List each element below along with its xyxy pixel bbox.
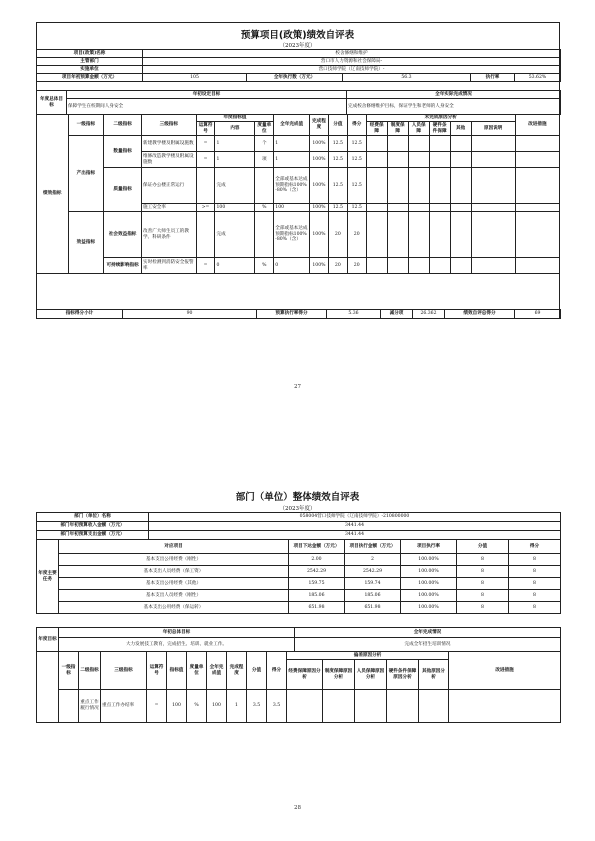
cell-l3: 实时检测到消防安全报警率 xyxy=(142,258,197,274)
col-r4: 硬件条件保障 xyxy=(429,122,450,136)
expense-value: 3441.44 xyxy=(149,531,561,540)
col-r4: 硬件条件保障原因分析 xyxy=(387,660,419,690)
col-reasons: 偏差原因分析 xyxy=(287,652,449,660)
cell-executed: 651.98 xyxy=(345,602,401,614)
col-target: 年度指标值 xyxy=(196,115,274,122)
page-title: 部门（单位）整体绩效自评表 xyxy=(235,492,360,503)
cell-done: 1 xyxy=(274,136,310,152)
goal-actual-text: 完成校舍修缮维护目标，保证学生和老师的人身安全 xyxy=(347,99,561,115)
cell-weight: 3.5 xyxy=(247,690,267,723)
cell-item: 基本支出公用经费（保运转） xyxy=(59,602,289,614)
income-value: 3441.44 xyxy=(149,522,561,531)
table-row xyxy=(37,136,560,152)
cell-l3: 改善广大师生员工的教学、科研条件 xyxy=(142,212,197,258)
expense-label: 部门年初预算支出金额（万元） xyxy=(37,531,149,540)
col-ratio: 完成程度 xyxy=(309,115,328,136)
cell-target: 100 xyxy=(167,690,187,723)
cell-issued: 159.75 xyxy=(289,578,345,590)
col-rate: 项目执行率 xyxy=(401,540,457,554)
col-r3: 人员保障 xyxy=(408,122,429,136)
col-target: 指标值 xyxy=(167,652,187,690)
col-r1: 经费保障原因分析 xyxy=(287,660,323,690)
cell-score: 8 xyxy=(509,566,561,578)
cell-content: 完成 xyxy=(215,168,255,204)
col-weight: 分值 xyxy=(247,652,267,690)
col-op: 运算符号 xyxy=(196,122,215,136)
col-content: 内容 xyxy=(215,122,255,136)
cell-content: 完成 xyxy=(215,212,255,258)
col-reasons: 未完成原因分析 xyxy=(366,115,515,122)
goal-section-label: 年度目标 xyxy=(37,628,59,652)
cell-done: 100 xyxy=(274,204,310,212)
table-row xyxy=(37,566,561,578)
project-info-table xyxy=(36,49,561,82)
performance-table xyxy=(36,114,560,274)
cell-ratio: 100% xyxy=(309,152,328,168)
col-r2: 制度保障 xyxy=(387,122,408,136)
cell-done: 0 xyxy=(274,258,310,274)
cell-weight: 8 xyxy=(457,566,509,578)
table-row xyxy=(37,578,561,590)
project-name-label: 项目(政策)名称 xyxy=(37,50,143,58)
l2-sustain: 可持续影响指标 xyxy=(104,258,142,274)
dept-value: 营口市人力资源和社会保障局- xyxy=(143,58,561,66)
subtotal-value: 90 xyxy=(123,310,257,319)
col-l3: 三级指标 xyxy=(142,115,197,136)
cell-item: 基本支出人员经费（保工资） xyxy=(59,566,289,578)
col-improve: 改进措施 xyxy=(449,652,561,690)
cell-weight: 20 xyxy=(328,212,347,258)
cell-weight: 12.5 xyxy=(328,168,347,204)
cell-done: 全部或基本达成预期指标100%-80%（含） xyxy=(274,212,310,258)
actual-value: 56.3 xyxy=(343,74,471,82)
col-weight: 分值 xyxy=(328,115,347,136)
cell-content: 100 xyxy=(215,204,255,212)
cell-op xyxy=(196,212,215,258)
cell-l3: 施工安全率 xyxy=(142,204,197,212)
table-row xyxy=(37,690,561,723)
cell-weight: 12.5 xyxy=(328,152,347,168)
cell-ratio: 1 xyxy=(227,690,247,723)
cell-score: 20 xyxy=(347,258,366,274)
goal-initial-text: 大力发展技工教育，完成招生、培训、就业工作。 xyxy=(59,638,295,652)
goal-initial-text: 保障学生在校期间人身安全 xyxy=(67,99,347,115)
page-number: 28 xyxy=(294,805,301,811)
col-r5: 其他原因分析 xyxy=(419,660,449,690)
col-score: 得分 xyxy=(267,652,287,690)
cell-ratio: 100% xyxy=(309,212,328,258)
cell-issued: 651.98 xyxy=(289,602,345,614)
summary-row xyxy=(36,309,561,319)
table-row xyxy=(37,258,560,274)
cell-weight: 8 xyxy=(457,590,509,602)
cell-l3: 维修改造教学楼及附属设施数 xyxy=(142,152,197,168)
cell-ratio: 100% xyxy=(309,258,328,274)
perf-section-label: 绩效指标 xyxy=(37,115,69,274)
unit-label: 部门（单位）名称 xyxy=(37,513,149,522)
cell-score: 3.5 xyxy=(267,690,287,723)
cell-score: 8 xyxy=(509,578,561,590)
col-l2: 二级指标 xyxy=(79,652,101,690)
task-section-label: 年度主要任务 xyxy=(37,540,59,614)
col-ratio: 完成程度 xyxy=(227,652,247,690)
dept-performance-table xyxy=(36,651,561,723)
cell-l3: 保证办公楼正常运行 xyxy=(142,168,197,204)
cell-l3: 新建教学楼及附属设施数 xyxy=(142,136,197,152)
cell-op xyxy=(196,168,215,204)
cell-score: 8 xyxy=(509,602,561,614)
cell-content: 1 xyxy=(215,136,255,152)
col-r1: 经费保障 xyxy=(366,122,387,136)
impl-label: 实施单位 xyxy=(37,66,143,74)
col-r3: 人员保障原因分析 xyxy=(355,660,387,690)
goal-table xyxy=(36,90,561,115)
cell-score: 12.5 xyxy=(347,168,366,204)
cell-score: 8 xyxy=(509,590,561,602)
rate-value: 53.62% xyxy=(515,74,561,82)
cell-score: 12.5 xyxy=(347,204,366,212)
col-score: 得分 xyxy=(347,115,366,136)
year-label: （2023年度） xyxy=(279,43,316,49)
cell-item: 基本支出公用经费（其他） xyxy=(59,578,289,590)
cell-op: = xyxy=(196,152,215,168)
page-28 xyxy=(0,420,595,841)
col-op: 运算符号 xyxy=(147,652,167,690)
cell-content: 1 xyxy=(215,152,255,168)
dept-label: 主管部门 xyxy=(37,58,143,66)
cell-rate: 100.00% xyxy=(401,602,457,614)
goal-section-label: 年度总体目标 xyxy=(37,91,67,115)
exec-score-label: 预算执行率得分 xyxy=(257,310,327,319)
cell-unit xyxy=(255,212,274,258)
impl-value: 营口技师学院（辽南技师学院）- xyxy=(143,66,561,74)
l1-benefit: 效益指标 xyxy=(68,212,104,274)
cell-unit: % xyxy=(187,690,207,723)
col-issued: 项目下达金额（万元） xyxy=(289,540,345,554)
l2-quantity: 数量指标 xyxy=(104,136,142,168)
cell-l3: 重点工作办结率 xyxy=(101,690,147,723)
table-row xyxy=(37,168,560,204)
cell-op: >= xyxy=(196,204,215,212)
cell-rate: 100.00% xyxy=(401,554,457,566)
cell-content: 0 xyxy=(215,258,255,274)
col-l1: 一级指标 xyxy=(68,115,104,136)
income-label: 部门年初预算收入金额（万元） xyxy=(37,522,149,531)
table-row xyxy=(37,590,561,602)
goal-initial-label: 年初总体目标 xyxy=(59,628,295,638)
cell-done: 1 xyxy=(274,152,310,168)
year-label: （2023年度） xyxy=(279,506,316,512)
goal-actual-label: 全年完成情况 xyxy=(295,628,561,638)
cell-weight: 8 xyxy=(457,578,509,590)
cell-executed: 185.06 xyxy=(345,590,401,602)
cell-executed: 2542.29 xyxy=(345,566,401,578)
col-unit: 度量单位 xyxy=(255,122,274,136)
tasks-table xyxy=(36,539,561,614)
cell-rate: 100.00% xyxy=(401,566,457,578)
total-score-label: 绩效自评总得分 xyxy=(445,310,515,319)
table-row xyxy=(37,602,561,614)
cell-op: = xyxy=(147,690,167,723)
cell-op: = xyxy=(196,258,215,274)
budget-label: 项目年初预算金额（万元） xyxy=(37,74,143,82)
cell-rate: 100.00% xyxy=(401,590,457,602)
col-done: 全年完成值 xyxy=(274,115,310,136)
page-27 xyxy=(0,0,595,420)
cell-done: 100 xyxy=(207,690,227,723)
exec-score-value: 5.36 xyxy=(327,310,381,319)
l1-output: 产出指标 xyxy=(68,136,104,212)
page-title: 预算项目(政策)绩效自评表 xyxy=(240,30,355,41)
deduct-label: 减分项 xyxy=(381,310,413,319)
goal-initial-label: 年初设定目标 xyxy=(67,91,347,99)
col-l2: 二级指标 xyxy=(104,115,142,136)
total-score-value: 69 xyxy=(515,310,561,319)
cell-score: 20 xyxy=(347,212,366,258)
cell-executed: 2 xyxy=(345,554,401,566)
col-unit: 度量单位 xyxy=(187,652,207,690)
cell-unit xyxy=(255,168,274,204)
rate-label: 执行率 xyxy=(471,74,515,82)
cell-unit: % xyxy=(255,204,274,212)
cell-issued: 185.06 xyxy=(289,590,345,602)
subtotal-label: 指标得分小计 xyxy=(37,310,123,319)
col-done: 全年完成值 xyxy=(207,652,227,690)
actual-label: 全年执行数（万元） xyxy=(247,74,343,82)
cell-rate: 100.00% xyxy=(401,578,457,590)
col-weight: 分值 xyxy=(457,540,509,554)
l2-quality: 质量指标 xyxy=(104,168,142,212)
cell-weight: 12.5 xyxy=(328,204,347,212)
col-r2: 制度保障原因分析 xyxy=(323,660,355,690)
table-row xyxy=(37,554,561,566)
col-l3: 三级指标 xyxy=(101,652,147,690)
table-row xyxy=(37,212,560,258)
cell-unit: % xyxy=(255,258,274,274)
cell-issued: 2.00 xyxy=(289,554,345,566)
cell-ratio: 100% xyxy=(309,136,328,152)
project-name-value: 校舍修缮和维护 xyxy=(143,50,561,58)
col-improve: 改进措施 xyxy=(515,115,559,136)
cell-score: 12.5 xyxy=(347,136,366,152)
budget-value: 105 xyxy=(143,74,247,82)
cell-weight: 8 xyxy=(457,554,509,566)
cell-ratio: 100% xyxy=(309,168,328,204)
col-r5: 其他 xyxy=(450,122,471,136)
cell-issued: 2542.29 xyxy=(289,566,345,578)
page-number: 27 xyxy=(294,384,301,390)
unit-value: 058004营口技师学院（辽南技师学院）-210800000 xyxy=(149,513,561,522)
cell-item: 基本支出公用经费（刚性） xyxy=(59,554,289,566)
cell-score: 8 xyxy=(509,554,561,566)
deduct-value: 26.362 xyxy=(413,310,445,319)
col-r6: 原因说明 xyxy=(471,122,515,136)
cell-weight: 12.5 xyxy=(328,136,347,152)
col-item: 对应项目 xyxy=(59,540,289,554)
cell-op: = xyxy=(196,136,215,152)
cell-unit: 项 xyxy=(255,152,274,168)
col-executed: 项目执行金额（万元） xyxy=(345,540,401,554)
cell-unit: 个 xyxy=(255,136,274,152)
cell-ratio: 100% xyxy=(309,204,328,212)
unit-info-table xyxy=(36,512,561,540)
goal-actual-label: 全年实际完成情况 xyxy=(347,91,561,99)
l2-social: 社会效益指标 xyxy=(104,212,142,258)
cell-weight: 8 xyxy=(457,602,509,614)
cell-executed: 159.74 xyxy=(345,578,401,590)
cell-score: 12.5 xyxy=(347,152,366,168)
goal-actual-text: 完成全年招生培训情况 xyxy=(295,638,561,652)
col-l1: 一级指标 xyxy=(59,652,79,690)
cell-item: 基本支出人员经费（刚性） xyxy=(59,590,289,602)
col-score: 得分 xyxy=(509,540,561,554)
cell-l2: 重点工作履行情况 xyxy=(79,690,101,723)
cell-weight: 20 xyxy=(328,258,347,274)
cell-done: 全部或基本达成预期指标100%-80%（含） xyxy=(274,168,310,204)
annual-goal-table xyxy=(36,627,561,652)
